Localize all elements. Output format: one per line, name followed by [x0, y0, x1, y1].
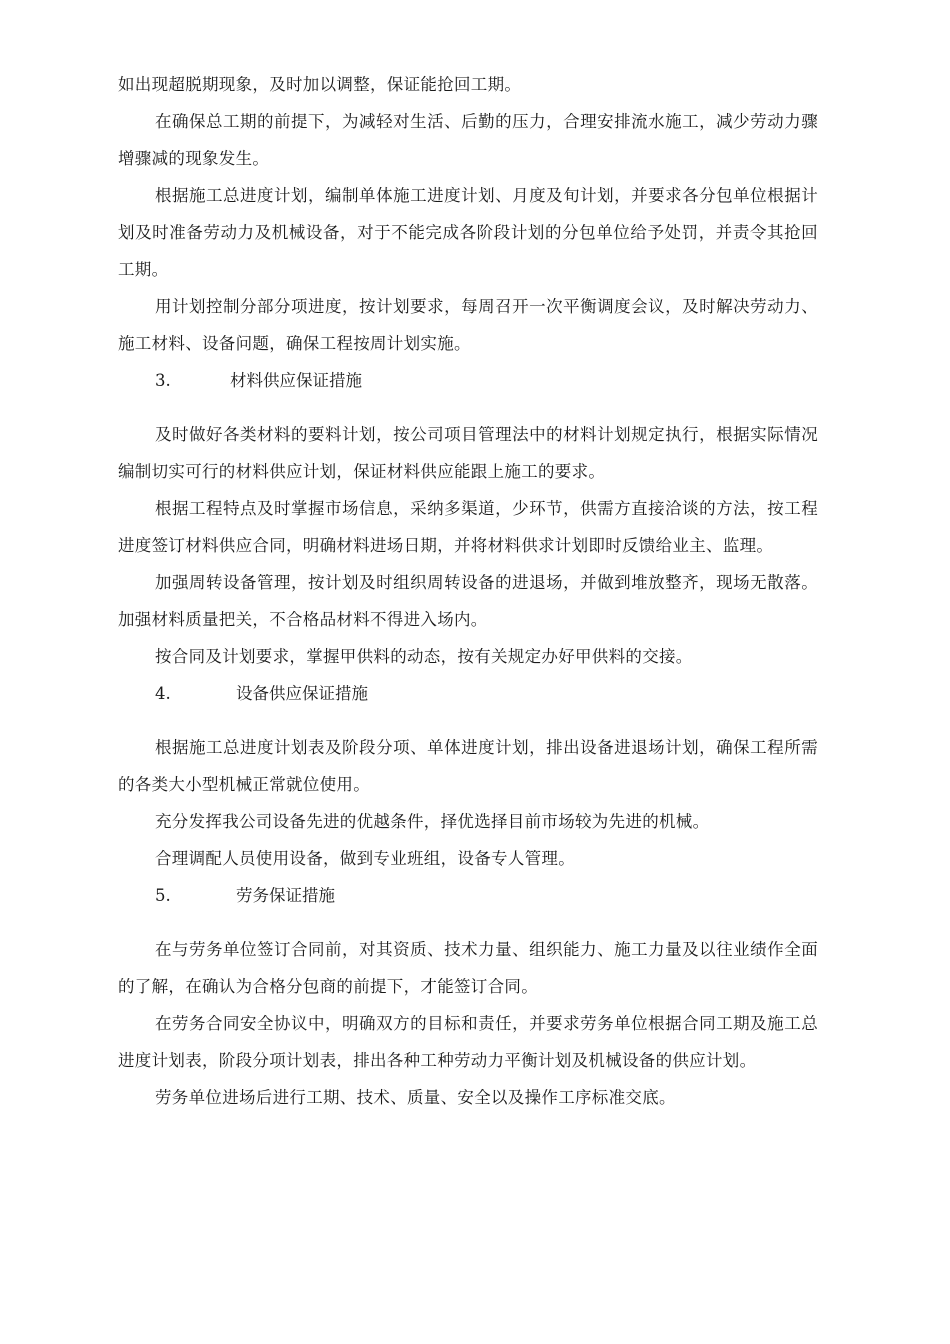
paragraph: 及时做好各类材料的要料计划，按公司项目管理法中的材料计划规定执行，根据实际情况编制切实可行的材料供应计划，保证材料供应能跟上施工的要求。 — [118, 425, 818, 481]
paragraph: 根据施工总进度计划表及阶段分项、单体进度计划，排出设备进退场计划，确保工程所需的各类大小型机械正常就位使用。 — [118, 738, 818, 794]
paragraph: 在与劳务单位签订合同前，对其资质、技术力量、组织能力、施工力量及以往业绩作全面的了解，在确认为合格分包商的前提下，才能签订合同。 — [118, 940, 818, 996]
paragraph: 在劳务合同安全协议中，明确双方的目标和责任，并要求劳务单位根据合同工期及施工总进度计划表，阶段分项计划表，排出各种工种劳动力平衡计划及机械设备的供应计划。 — [118, 1014, 818, 1070]
paragraph: 用计划控制分部分项进度，按计划要求，每周召开一次平衡调度会议，及时解决劳动力、施工材料、设备问题，确保工程按周计划实施。 — [118, 297, 818, 353]
paragraph: 根据工程特点及时掌握市场信息，采纳多渠道，少环节，供需方直接洽谈的方法，按工程进度签订材料供应合同，明确材料进场日期，并将材料供求计划即时反馈给业主、监理。 — [118, 499, 818, 555]
section-number: 3. — [155, 371, 171, 390]
section-heading-3 — [118, 362, 818, 399]
paragraph: 加强周转设备管理，按计划及时组织周转设备的进退场，并做到堆放整齐，现场无散落。加强材料质量把关，不合格品材料不得进入场内。 — [118, 573, 818, 629]
paragraph: 根据施工总进度计划，编制单体施工进度计划、月度及旬计划，并要求各分包单位根据计划及时准备劳动力及机械设备，对于不能完成各阶段计划的分包单位给予处罚，并责令其抢回工期。 — [118, 186, 818, 279]
section-title: 材料供应保证措施 — [230, 371, 362, 390]
section-heading-5 — [118, 877, 818, 914]
paragraph: 按合同及计划要求，掌握甲供料的动态，按有关规定办好甲供料的交接。 — [155, 647, 693, 666]
section-number: 4. — [155, 684, 171, 703]
paragraph: 在确保总工期的前提下，为减轻对生活、后勤的压力，合理安排流水施工，减少劳动力骤增骤减的现象发生。 — [118, 112, 818, 168]
section-number: 5. — [155, 886, 171, 905]
section-heading-4 — [118, 675, 818, 712]
document-body — [118, 66, 818, 1116]
section-title: 设备供应保证措施 — [236, 684, 368, 703]
paragraph: 如出现超脱期现象，及时加以调整，保证能抢回工期。 — [118, 75, 522, 94]
paragraph: 劳务单位进场后进行工期、技术、质量、安全以及操作工序标准交底。 — [155, 1088, 676, 1107]
section-title: 劳务保证措施 — [236, 886, 335, 905]
paragraph: 合理调配人员使用设备，做到专业班组，设备专人管理。 — [155, 849, 575, 868]
paragraph: 充分发挥我公司设备先进的优越条件，择优选择目前市场较为先进的机械。 — [155, 812, 710, 831]
